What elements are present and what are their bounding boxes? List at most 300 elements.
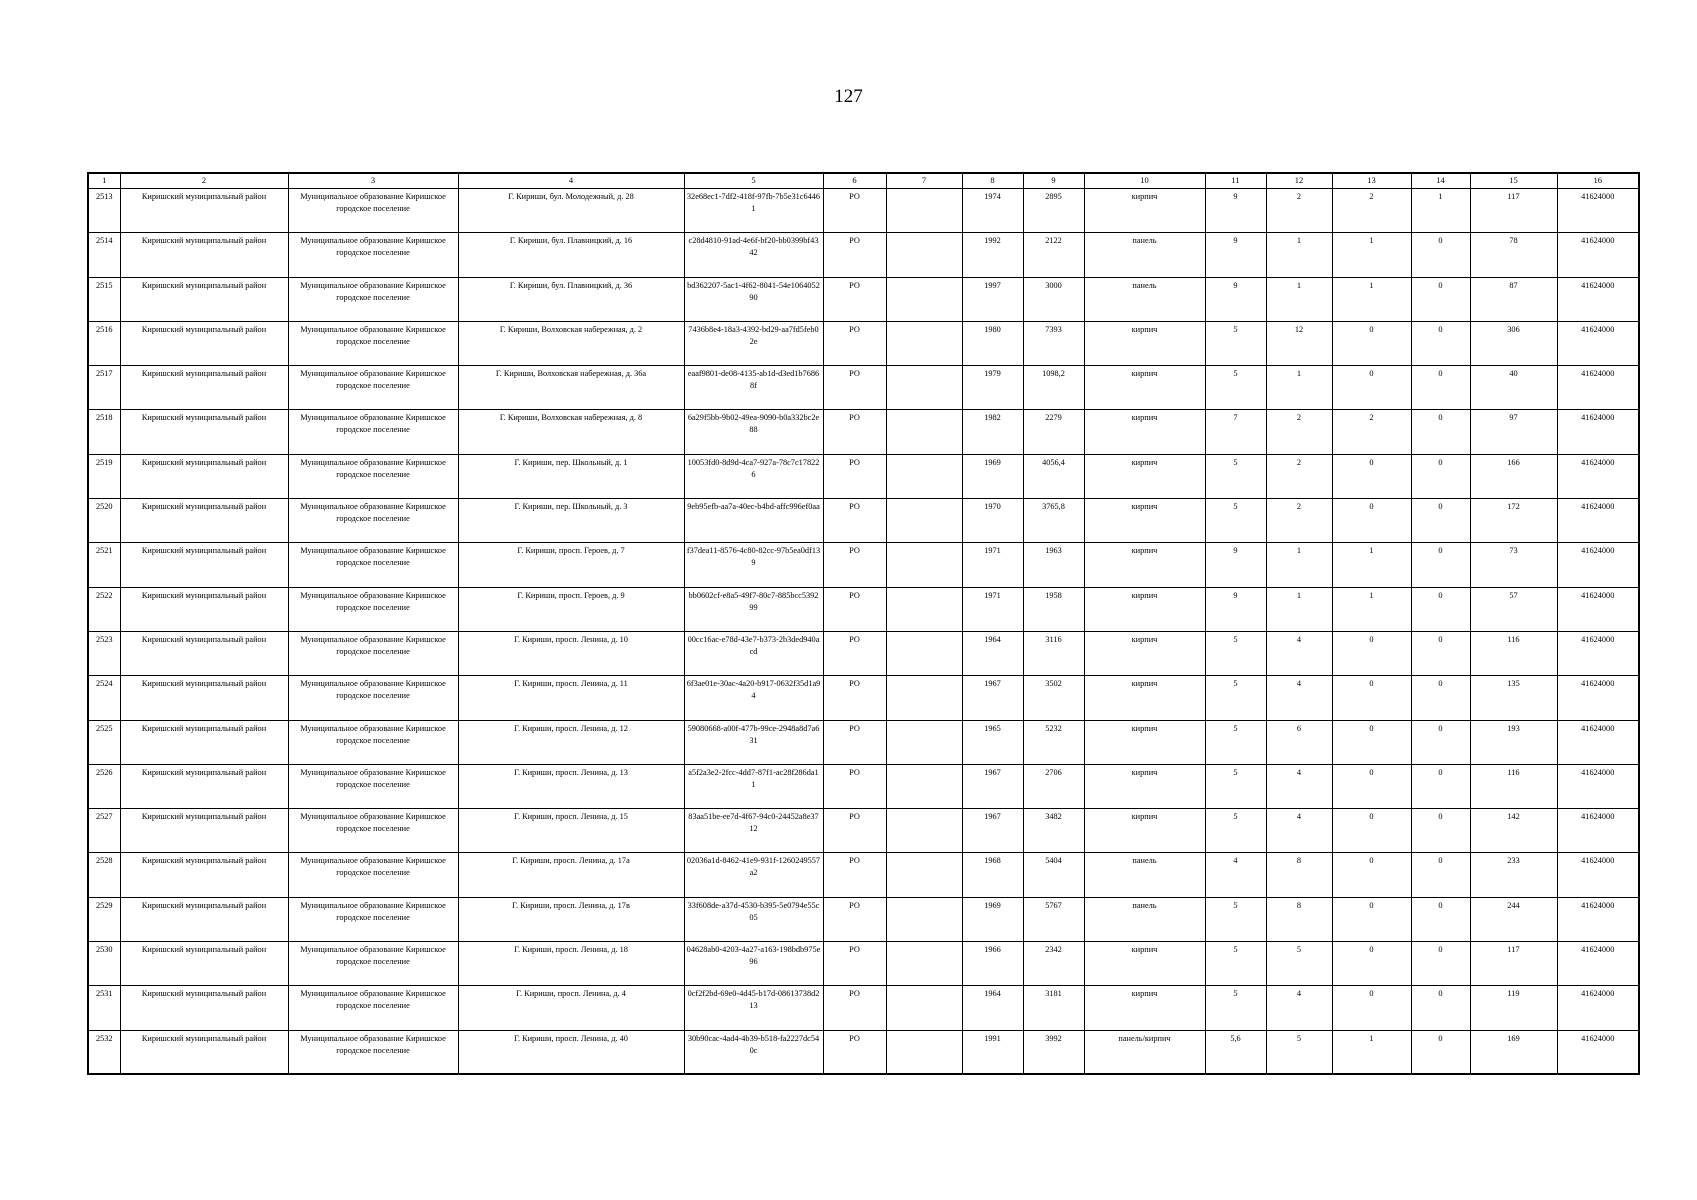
table-cell: 5 — [1205, 454, 1266, 498]
table-cell: Киришский муниципальный район — [120, 321, 288, 365]
table-cell: 0 — [1411, 499, 1470, 543]
table-cell — [886, 499, 962, 543]
table-cell — [886, 233, 962, 277]
table-cell: 1 — [1266, 587, 1332, 631]
table-cell: 6 — [1266, 720, 1332, 764]
table-cell: 2122 — [1023, 233, 1084, 277]
table-cell: панель — [1084, 277, 1205, 321]
table-cell: панель — [1084, 233, 1205, 277]
column-header: 12 — [1266, 173, 1332, 189]
table-cell: Муниципальное образование Киришское городское поселение — [288, 189, 458, 233]
table-cell: 2520 — [88, 499, 120, 543]
table-cell: Муниципальное образование Киришское городское поселение — [288, 366, 458, 410]
column-header: 9 — [1023, 173, 1084, 189]
table-cell: 1964 — [962, 986, 1023, 1030]
table-cell: кирпич — [1084, 499, 1205, 543]
table-cell: 9 — [1205, 189, 1266, 233]
table-cell: Г. Кириши, просп. Ленина, д. 17в — [458, 897, 684, 941]
table-cell: 32e68ec1-7df2-418f-97fb-7b5e31c64461 — [684, 189, 823, 233]
table-cell: 4 — [1266, 764, 1332, 808]
table-cell: 0 — [1332, 853, 1411, 897]
column-header: 16 — [1557, 173, 1639, 189]
table-cell: 7393 — [1023, 321, 1084, 365]
table-cell: Муниципальное образование Киришское городское поселение — [288, 676, 458, 720]
table-cell: 3000 — [1023, 277, 1084, 321]
table-cell: Киришский муниципальный район — [120, 233, 288, 277]
table-cell: 40 — [1470, 366, 1557, 410]
table-cell — [886, 543, 962, 587]
column-header: 1 — [88, 173, 120, 189]
table-cell: 2 — [1332, 189, 1411, 233]
table-cell: кирпич — [1084, 676, 1205, 720]
table-cell: 169 — [1470, 1030, 1557, 1074]
table-cell: 41624000 — [1557, 897, 1639, 941]
column-header: 3 — [288, 173, 458, 189]
table-cell: 1974 — [962, 189, 1023, 233]
table-cell: 1 — [1332, 277, 1411, 321]
table-cell: 119 — [1470, 986, 1557, 1030]
table-cell: 0 — [1411, 543, 1470, 587]
table-cell: РО — [823, 986, 886, 1030]
table-cell: 5 — [1205, 366, 1266, 410]
table-cell: 2 — [1266, 499, 1332, 543]
table-cell: 04628ab0-4203-4a27-a163-198bdb975e96 — [684, 942, 823, 986]
table-cell: кирпич — [1084, 720, 1205, 764]
table-cell: Киришский муниципальный район — [120, 277, 288, 321]
table-cell — [886, 809, 962, 853]
table-cell: 2524 — [88, 676, 120, 720]
table-cell: 1 — [1332, 1030, 1411, 1074]
table-cell: Муниципальное образование Киришское городское поселение — [288, 499, 458, 543]
table-cell: 193 — [1470, 720, 1557, 764]
column-header: 11 — [1205, 173, 1266, 189]
table-cell: 2 — [1266, 454, 1332, 498]
table-row — [88, 676, 1639, 720]
table-cell: 0 — [1332, 809, 1411, 853]
table-row — [88, 454, 1639, 498]
housing-registry-table — [87, 172, 1640, 1075]
table-cell: 1969 — [962, 454, 1023, 498]
table-cell: панель — [1084, 897, 1205, 941]
column-header: 10 — [1084, 173, 1205, 189]
table-cell: 2521 — [88, 543, 120, 587]
table-cell: Г. Кириши, просп. Ленина, д. 10 — [458, 631, 684, 675]
table-row — [88, 366, 1639, 410]
table-cell: 5 — [1205, 897, 1266, 941]
table-cell: 5 — [1205, 720, 1266, 764]
table-cell: 9eb95efb-aa7a-40ec-b4bd-affc996ef0aa — [684, 499, 823, 543]
table-cell: РО — [823, 321, 886, 365]
table-cell — [886, 321, 962, 365]
table-cell: 2895 — [1023, 189, 1084, 233]
table-cell: 2522 — [88, 587, 120, 631]
table-cell: Муниципальное образование Киришское городское поселение — [288, 277, 458, 321]
table-cell: 02036a1d-8462-41e9-931f-1260249557a2 — [684, 853, 823, 897]
table-cell: 41624000 — [1557, 720, 1639, 764]
table-cell: 0 — [1411, 1030, 1470, 1074]
table-cell: Г. Кириши, бул. Плавницкий, д. 36 — [458, 277, 684, 321]
table-cell: 5 — [1205, 986, 1266, 1030]
table-cell: Киришский муниципальный район — [120, 809, 288, 853]
table-cell: 0 — [1411, 366, 1470, 410]
table-cell: 4056,4 — [1023, 454, 1084, 498]
table-cell: 1968 — [962, 853, 1023, 897]
column-header: 2 — [120, 173, 288, 189]
column-header: 13 — [1332, 173, 1411, 189]
page-number: 127 — [834, 86, 863, 107]
table-cell: Г. Кириши, просп. Ленина, д. 18 — [458, 942, 684, 986]
table-cell: кирпич — [1084, 543, 1205, 587]
table-cell: 12 — [1266, 321, 1332, 365]
table-cell: 0 — [1332, 942, 1411, 986]
table-cell — [886, 631, 962, 675]
table-cell: 6a29f5bb-9b02-49ea-9090-b0a332bc2e88 — [684, 410, 823, 454]
table-cell: 1979 — [962, 366, 1023, 410]
table-cell: 172 — [1470, 499, 1557, 543]
table-cell: 4 — [1266, 631, 1332, 675]
table-cell: 2 — [1332, 410, 1411, 454]
table-cell: Г. Кириши, пер. Школьный, д. 3 — [458, 499, 684, 543]
table-cell — [886, 454, 962, 498]
table-cell: Муниципальное образование Киришское городское поселение — [288, 410, 458, 454]
table-cell: 0 — [1332, 764, 1411, 808]
table-cell: 1964 — [962, 631, 1023, 675]
table-cell: 41624000 — [1557, 410, 1639, 454]
table-cell: Киришский муниципальный район — [120, 410, 288, 454]
table-cell: Г. Кириши, бул. Плавницкий, д. 16 — [458, 233, 684, 277]
table-cell: РО — [823, 543, 886, 587]
table-cell: 0 — [1411, 631, 1470, 675]
table-body — [88, 189, 1639, 1075]
table-cell: Муниципальное образование Киришское городское поселение — [288, 454, 458, 498]
table-cell: 0 — [1411, 454, 1470, 498]
table-cell: 41624000 — [1557, 986, 1639, 1030]
table-cell: 117 — [1470, 942, 1557, 986]
table-cell: 0cf2f2bd-69e0-4d45-b17d-08613738d213 — [684, 986, 823, 1030]
table-cell: 1 — [1332, 233, 1411, 277]
table-cell: Г. Кириши, просп. Ленина, д. 11 — [458, 676, 684, 720]
table-cell: панель — [1084, 853, 1205, 897]
table-cell — [886, 720, 962, 764]
table-row — [88, 189, 1639, 233]
table-cell: eaaf9801-de08-4135-ab1d-d3ed1b76868f — [684, 366, 823, 410]
table-cell: 41624000 — [1557, 942, 1639, 986]
table-cell: 41624000 — [1557, 277, 1639, 321]
table-cell — [886, 676, 962, 720]
table-row — [88, 233, 1639, 277]
table-cell: 1 — [1266, 366, 1332, 410]
table-cell: 9 — [1205, 587, 1266, 631]
table-cell: 41624000 — [1557, 233, 1639, 277]
table-cell: 233 — [1470, 853, 1557, 897]
table-cell: 41624000 — [1557, 454, 1639, 498]
table-cell: 41624000 — [1557, 1030, 1639, 1074]
table-cell: 0 — [1332, 676, 1411, 720]
table-cell: 2530 — [88, 942, 120, 986]
table-cell: 30b90cac-4ad4-4b39-b518-fa2227dc540c — [684, 1030, 823, 1074]
table-cell: f37dea11-8576-4c80-82cc-97b5ea0df139 — [684, 543, 823, 587]
table-cell: 0 — [1332, 631, 1411, 675]
table-cell: кирпич — [1084, 454, 1205, 498]
table-cell: 5 — [1205, 676, 1266, 720]
table-cell: 8 — [1266, 853, 1332, 897]
table-cell: Киришский муниципальный район — [120, 897, 288, 941]
table-cell: 116 — [1470, 631, 1557, 675]
table-cell: 5 — [1266, 1030, 1332, 1074]
table-cell: 4 — [1266, 809, 1332, 853]
table-cell: РО — [823, 277, 886, 321]
table-cell: 1 — [1332, 587, 1411, 631]
table-cell — [886, 853, 962, 897]
table-cell: РО — [823, 233, 886, 277]
table-cell: кирпич — [1084, 764, 1205, 808]
table-cell: 2528 — [88, 853, 120, 897]
table-cell: 0 — [1411, 764, 1470, 808]
table-cell: c28d4810-91ad-4e6f-bf20-bb0399bf4342 — [684, 233, 823, 277]
table-cell: 33f608de-a37d-4530-b395-5e0794e55c05 — [684, 897, 823, 941]
table-cell: Г. Кириши, просп. Ленина, д. 13 — [458, 764, 684, 808]
table-cell — [886, 942, 962, 986]
table-row — [88, 1030, 1639, 1074]
column-header: 5 — [684, 173, 823, 189]
table-cell: РО — [823, 189, 886, 233]
table-row — [88, 853, 1639, 897]
table-cell: 2519 — [88, 454, 120, 498]
table-cell: Г. Кириши, просп. Ленина, д. 15 — [458, 809, 684, 853]
table-cell: 41624000 — [1557, 631, 1639, 675]
column-header: 14 — [1411, 173, 1470, 189]
table-cell: 3181 — [1023, 986, 1084, 1030]
table-cell: 5 — [1266, 942, 1332, 986]
table-cell: 0 — [1411, 321, 1470, 365]
table-row — [88, 410, 1639, 454]
table-cell: 41624000 — [1557, 366, 1639, 410]
column-header: 6 — [823, 173, 886, 189]
table-cell: 0 — [1332, 986, 1411, 1030]
table-cell: кирпич — [1084, 410, 1205, 454]
table-cell: Киришский муниципальный район — [120, 942, 288, 986]
table-cell: 117 — [1470, 189, 1557, 233]
table-cell: Муниципальное образование Киришское городское поселение — [288, 587, 458, 631]
table-cell: 57 — [1470, 587, 1557, 631]
table-cell: 2514 — [88, 233, 120, 277]
table-cell: 41624000 — [1557, 676, 1639, 720]
table-cell: РО — [823, 631, 886, 675]
table-cell: 1971 — [962, 587, 1023, 631]
table-cell: Киришский муниципальный район — [120, 853, 288, 897]
table-cell: 3482 — [1023, 809, 1084, 853]
table-cell — [886, 410, 962, 454]
table-cell: 1967 — [962, 764, 1023, 808]
table-cell — [886, 986, 962, 1030]
table-cell: 0 — [1411, 720, 1470, 764]
table-cell: Муниципальное образование Киришское городское поселение — [288, 321, 458, 365]
table-cell: Г. Кириши, пер. Школьный, д. 1 — [458, 454, 684, 498]
table-cell: 0 — [1332, 454, 1411, 498]
table-row — [88, 764, 1639, 808]
header-row — [88, 173, 1639, 189]
table-cell: 3116 — [1023, 631, 1084, 675]
table-cell: 0 — [1411, 897, 1470, 941]
table-cell: кирпич — [1084, 587, 1205, 631]
table-cell: 1967 — [962, 809, 1023, 853]
table-cell: 1982 — [962, 410, 1023, 454]
table-cell: 00cc16ac-e78d-43e7-b373-2b3ded940acd — [684, 631, 823, 675]
table-cell: 78 — [1470, 233, 1557, 277]
table-cell: Киришский муниципальный район — [120, 676, 288, 720]
table-cell: 2342 — [1023, 942, 1084, 986]
table-cell: 1 — [1411, 189, 1470, 233]
table-cell: Г. Кириши, просп. Героев, д. 7 — [458, 543, 684, 587]
table-cell: 3502 — [1023, 676, 1084, 720]
table-cell: РО — [823, 410, 886, 454]
table-header — [88, 173, 1639, 189]
column-header: 8 — [962, 173, 1023, 189]
table-cell: 1992 — [962, 233, 1023, 277]
table-cell — [886, 366, 962, 410]
table-cell: Муниципальное образование Киришское городское поселение — [288, 1030, 458, 1074]
table-cell: 2531 — [88, 986, 120, 1030]
table-cell: 0 — [1332, 499, 1411, 543]
table-cell: 73 — [1470, 543, 1557, 587]
table-cell: 1967 — [962, 676, 1023, 720]
table-cell: Г. Кириши, Волховская набережная, д. 2 — [458, 321, 684, 365]
table-cell: 9 — [1205, 543, 1266, 587]
table-cell: 5 — [1205, 321, 1266, 365]
table-cell: РО — [823, 1030, 886, 1074]
table-cell: 1 — [1332, 543, 1411, 587]
table-cell: 9 — [1205, 233, 1266, 277]
table-cell: 0 — [1332, 366, 1411, 410]
table-cell: 1958 — [1023, 587, 1084, 631]
table-cell: РО — [823, 454, 886, 498]
table-cell: 0 — [1411, 942, 1470, 986]
table-cell: Муниципальное образование Киришское городское поселение — [288, 942, 458, 986]
table-cell: 1997 — [962, 277, 1023, 321]
table-cell — [886, 277, 962, 321]
table-cell: 2518 — [88, 410, 120, 454]
table-cell: 5767 — [1023, 897, 1084, 941]
table-cell: Киришский муниципальный район — [120, 764, 288, 808]
table-cell: 166 — [1470, 454, 1557, 498]
table-row — [88, 277, 1639, 321]
table-cell: 5 — [1205, 499, 1266, 543]
table-cell: Муниципальное образование Киришское городское поселение — [288, 543, 458, 587]
table-cell: 306 — [1470, 321, 1557, 365]
table-cell: 2529 — [88, 897, 120, 941]
table-cell: 2513 — [88, 189, 120, 233]
table-cell: 41624000 — [1557, 587, 1639, 631]
table-cell: 1965 — [962, 720, 1023, 764]
table-cell: 0 — [1332, 321, 1411, 365]
table-cell: 4 — [1266, 986, 1332, 1030]
table-cell: Г. Кириши, бул. Молодежный, д. 28 — [458, 189, 684, 233]
table-cell: Муниципальное образование Киришское городское поселение — [288, 986, 458, 1030]
table-cell: Муниципальное образование Киришское городское поселение — [288, 764, 458, 808]
table-cell: Киришский муниципальный район — [120, 499, 288, 543]
table-cell: 2523 — [88, 631, 120, 675]
table-cell: bd362207-5ac1-4f62-8041-54e106405290 — [684, 277, 823, 321]
table-cell: РО — [823, 587, 886, 631]
table-cell: 7 — [1205, 410, 1266, 454]
table-cell: Г. Кириши, Волховская набережная, д. 36а — [458, 366, 684, 410]
table-row — [88, 631, 1639, 675]
table-cell: Киришский муниципальный район — [120, 366, 288, 410]
table-cell: 41624000 — [1557, 321, 1639, 365]
table-cell: 5404 — [1023, 853, 1084, 897]
table-cell: 6f3ae01e-30ac-4a20-b917-0632f35d1a94 — [684, 676, 823, 720]
table-cell: 5232 — [1023, 720, 1084, 764]
table-cell: 1 — [1266, 233, 1332, 277]
column-header: 15 — [1470, 173, 1557, 189]
table-cell: 2515 — [88, 277, 120, 321]
table-cell: Киришский муниципальный район — [120, 189, 288, 233]
table-cell — [886, 1030, 962, 1074]
table-row — [88, 809, 1639, 853]
table-cell: кирпич — [1084, 809, 1205, 853]
table-cell: Г. Кириши, Волховская набережная, д. 8 — [458, 410, 684, 454]
table-cell: 2279 — [1023, 410, 1084, 454]
table-cell: 7436b8e4-18a3-4392-bd29-aa7fd5feb02e — [684, 321, 823, 365]
table-cell: 2532 — [88, 1030, 120, 1074]
table-cell: Муниципальное образование Киришское городское поселение — [288, 233, 458, 277]
table-cell — [886, 587, 962, 631]
table-row — [88, 321, 1639, 365]
table-cell: 135 — [1470, 676, 1557, 720]
table-cell: 2526 — [88, 764, 120, 808]
table-cell: 1966 — [962, 942, 1023, 986]
table-cell: 2 — [1266, 189, 1332, 233]
table-cell: 5 — [1205, 764, 1266, 808]
table-cell: РО — [823, 720, 886, 764]
table-cell: 87 — [1470, 277, 1557, 321]
table-cell: 4 — [1266, 676, 1332, 720]
table-row — [88, 543, 1639, 587]
table-cell: Киришский муниципальный район — [120, 1030, 288, 1074]
table-cell: 2525 — [88, 720, 120, 764]
table-cell: РО — [823, 366, 886, 410]
table-cell: РО — [823, 499, 886, 543]
table-cell: Муниципальное образование Киришское городское поселение — [288, 809, 458, 853]
table-cell: 0 — [1411, 986, 1470, 1030]
table-cell: РО — [823, 676, 886, 720]
table-cell: 2 — [1266, 410, 1332, 454]
table-cell: РО — [823, 853, 886, 897]
table-cell: 5,6 — [1205, 1030, 1266, 1074]
column-header: 7 — [886, 173, 962, 189]
table-cell: 1980 — [962, 321, 1023, 365]
table-cell: 4 — [1205, 853, 1266, 897]
table-cell: 2517 — [88, 366, 120, 410]
table-cell: Киришский муниципальный район — [120, 720, 288, 764]
table-cell: 0 — [1411, 676, 1470, 720]
table-cell: 0 — [1411, 853, 1470, 897]
table-cell: Киришский муниципальный район — [120, 587, 288, 631]
table-cell: 116 — [1470, 764, 1557, 808]
table-cell: 41624000 — [1557, 764, 1639, 808]
table-row — [88, 986, 1639, 1030]
table-cell: 3765,8 — [1023, 499, 1084, 543]
table-cell: Киришский муниципальный район — [120, 543, 288, 587]
table-cell: 97 — [1470, 410, 1557, 454]
table-cell: 41624000 — [1557, 809, 1639, 853]
table-cell: Г. Кириши, просп. Ленина, д. 17а — [458, 853, 684, 897]
table-cell: 41624000 — [1557, 543, 1639, 587]
table-cell: 41624000 — [1557, 189, 1639, 233]
table-cell — [886, 897, 962, 941]
table-cell: Муниципальное образование Киришское городское поселение — [288, 853, 458, 897]
table-cell: 1971 — [962, 543, 1023, 587]
